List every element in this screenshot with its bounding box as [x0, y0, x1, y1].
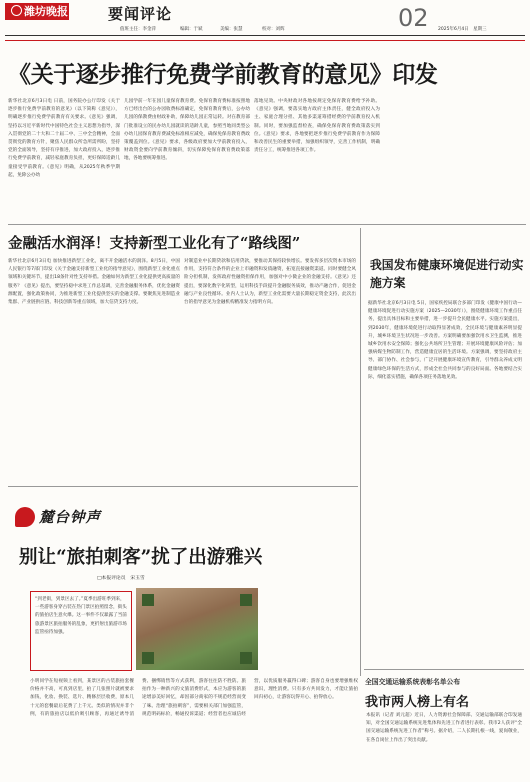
- article-body-column: 据新华社北京6月3日电 5日，国家疾控局联合多部门印发《健康中国行动—健康环境促进行动实施方案（2025—2030年）》，围绕健康环境工作重点任务，提出具体目标和主要举措，进一步提升全民健康水平。实施方案提出，到2030年，健康环境促进行动取得显著成效，全民环境与健康素养明显提升，城乡环境卫生状况进一步改善。方案明确要加强饮用水卫生监测，推进城乡饮用水安全保障；强化公共场所卫生管理；开展环境健康风险评估；加强病媒生物防制工作，营造健康宜居的生活环境。方案强调，要坚持政府主导、部门协作、社会参与，广泛开展健康环境宣传教育，引导群众养成文明健康绿色环保的生活方式，形成全社会共同参与的良好局面。各地要结合实际，细化落实措施，确保各项任务落地见效。: [368, 301, 522, 380]
- article-body-column: 落地见效。中央财政对各地按规定免保育教育费给予补助。《意见》强调，要落实地方政府主体责任，健全政府投入为主、家庭合理分担、其他多渠道筹措经费的学前教育投入机制。同时，要加强监督检查，确保免保育教育费政策落实到位。《意见》要求，各地要把逐步推行免费学前教育作为保障和改善民生的重要举措，加强组织领导，完善工作机制，明确责任分工，统筹推进各项工作。: [254, 99, 380, 154]
- staff-credit: 校对：刘辉: [262, 27, 285, 32]
- headline-health-environment: 我国发布健康环境促进行动实施方案: [370, 258, 524, 290]
- column-badge: 麓台钟声: [15, 503, 115, 531]
- article-body-column: 新华社北京6月3日电 日前，国务院办公厅印发《关于逐步推行免费学前教育的意见》（以下简称《意见》），明确逐步推行免费学前教育有关要求。《意见》强调，坚持以习近平新时代中国特色社会主义思想为指导，深入贯彻党的二十大和二十届二中、三中全会精神，全面贯彻党的教育方针，聚焦人民群众所急所需所盼，坚持党的全面领导，坚持有序推进，加大政府投入，逐步推行免费学前教育，减轻家庭教育负担，更好保障适龄儿童接受学前教育。《意见》明确，从2025年秋季学期起，免除公办幼: [8, 99, 120, 178]
- page-number: 02: [398, 4, 429, 32]
- bell-icon: [15, 507, 35, 527]
- article-body-column: 小明同学在短视频上看到，某景区的古装旅拍套餐价格并不高，可真到店里，拍了几张照片就被要求加钱，化妆、换装、选片、精修层层收费，原本几十元的套餐最后花费了上千元。类似的情况并非个例，有的旅拍店以低价吸引顾客，再通过诱导消费、捆绑销售等方式获利，游客往往防不胜防。旅拍作为一种新兴的文旅消费形式，本应为游客的旅途增添美好回忆，却因部分商家的不规范经营而变了味。治理“旅拍刺客”，需要相关部门加强监管，规范明码标价，畅通投诉渠道；经营者也应诚信经营，以优质服务赢得口碑；游客自身也要增强维权意识，理性消费。只有多方共同发力，才能让旅拍回归初心，让游客玩得开心、拍得放心。: [30, 679, 358, 717]
- headline-finance: 金融活水润泽！支持新型工业化有了“路线图”: [8, 235, 301, 252]
- illustration-photo: [136, 588, 258, 670]
- subheadline-transport: 全国交通运输系统表彰名单公布: [365, 678, 461, 686]
- headline-local-winners: 我市两人榜上有名: [365, 695, 470, 710]
- divider: [362, 224, 526, 225]
- article-body-column: 儿园学前一年在园儿童保育教育费。免保育教育费标准按照地方已经出台的公办园收费标准确定，免保育教育费后，公办幼儿园的保教费由财政补助，保障幼儿园正常运转。对在教育部门批准设立的民办幼儿园就读的适龄儿童，参照当地同类型公办幼儿园保育教育费减免标准相应减免，确保免保育教育费政策覆盖到位。《意见》要求，各级政府要加大学前教育投入，财政资金要向学前教育倾斜，切实保障免保育教育费政策落地，各地要统筹推进。: [124, 99, 250, 162]
- header-rule: [5, 35, 525, 36]
- article-body-column: 新华社北京6月3日电 加快推进新型工业化，离不开金融活水的润泽。8月5日，中国人民银行等7部门印发《关于金融支持新型工业化的指导意见》，围绕新型工业化重点领域和关键环节，提出18条针对性支持举措。金融如何为新型工业化提供更高质量的服务？《意见》提出，要坚持稳中求进工作总基调，完善金融服务体系，优化金融资源配置，强化政策协同，为推进新型工业化提供坚实的金融支撑。要聚焦先进制造业集群、产业链供应链、科技创新等重点领域，加大信贷支持力度。: [8, 259, 180, 306]
- pull-quote: “到老街，到景区去了。”夏季出游旺季到来，一些游客身穿古装在热门景区拍照留念，街头的旅拍店生意火爆。这一事件不仅暴露了当前旅游景区旅拍服务的乱象，更折射出旅游市场监管亟待加强。: [30, 591, 132, 671]
- issue-date: 2025年6月4日 星期三: [438, 27, 487, 32]
- staff-credit: 美编：张慧: [220, 27, 243, 32]
- article-body-column: 本报讯（记者 刘元超）近日，人力资源社会保障部、交通运输部联合印发通知，对全国交通运输系统先进集体和先进工作者进行表彰。我市2人获评“全国交通运输系统先进工作者”称号。据介绍，二人长期扎根一线，爱岗敬业，在各自岗位上作出了突出贡献。: [366, 713, 522, 743]
- column-divider: [360, 228, 361, 676]
- headline-commentary: 别让“旅拍刺客”扰了出游雅兴: [19, 547, 263, 568]
- article-body-column: 对制造业中长期贷款和信用贷款，要推动其保持较快增长。要发挥多层次资本市场的作用，支持符合条件的企业上市融资和发债融资，拓宽直接融资渠道。同时要健全风险分担机制，发挥政府性融资担保作用，加强对中小微企业的金融支持。《意见》还提出，要深化数字化转型，运用科技手段提升金融服务质效，推动产融合作，促进金融与产业良性循环。业内人士认为，新型工业化需要大量长期稳定资金支持，此次出台的指导意见为金融机构精准发力指明方向。: [184, 259, 356, 306]
- section-title: 要闻评论: [108, 5, 173, 23]
- headline-main: 《关于逐步推行免费学前教育的意见》印发: [8, 61, 438, 88]
- logo-emblem-icon: [11, 5, 22, 16]
- divider: [8, 224, 364, 225]
- divider: [364, 669, 524, 670]
- divider: [8, 486, 358, 487]
- staff-credit: 编辑：于斌: [180, 27, 203, 32]
- byline: □本报评论员 宋玉雪: [97, 576, 145, 581]
- staff-credit: 值班主任：李金萍: [120, 27, 156, 32]
- newspaper-logo: 潍坊晚报: [5, 3, 69, 20]
- header-rule-red: [5, 40, 525, 41]
